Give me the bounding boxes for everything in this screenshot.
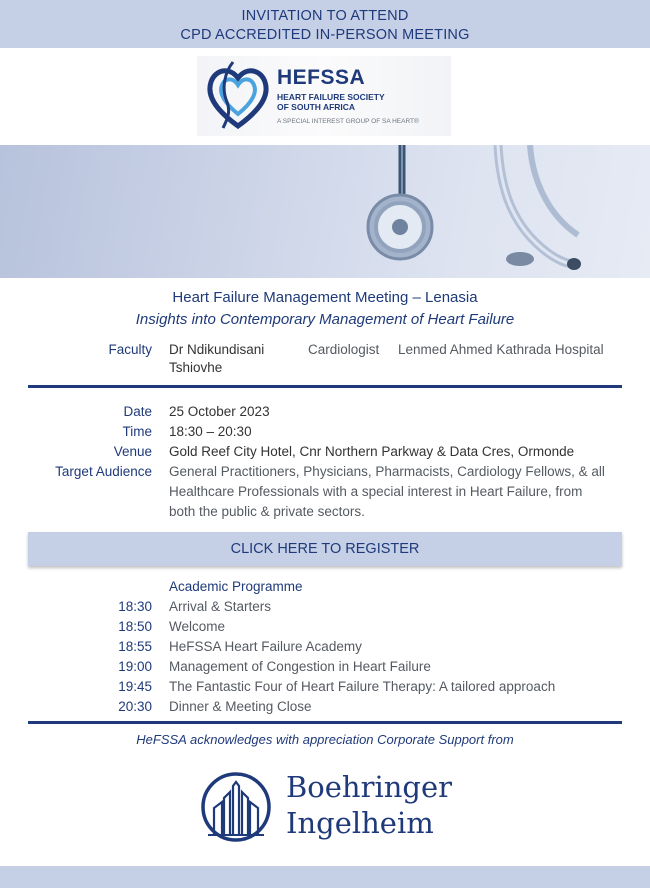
programme-heading: Academic Programme bbox=[169, 579, 303, 594]
meeting-title: Heart Failure Management Meeting – Lenasia bbox=[172, 289, 478, 306]
faculty-name: Dr Ndikundisani bbox=[169, 342, 265, 357]
time-label: Time bbox=[122, 424, 152, 439]
date-label: Date bbox=[123, 404, 152, 419]
programme-item: Arrival & Starters bbox=[169, 599, 272, 614]
invitation-banner bbox=[0, 0, 650, 48]
date-value: 25 October 2023 bbox=[169, 404, 270, 419]
programme-item: Dinner & Meeting Close bbox=[169, 699, 312, 714]
programme-time: 19:00 bbox=[118, 659, 152, 674]
programme-item: Welcome bbox=[169, 619, 226, 634]
building-icon bbox=[200, 768, 272, 846]
faculty-label: Faculty bbox=[108, 342, 152, 357]
logo-name: HEFSSA bbox=[277, 66, 366, 89]
boehringer-logo bbox=[200, 766, 460, 850]
stethoscope-image bbox=[0, 145, 650, 278]
stethoscope-icon bbox=[0, 145, 650, 278]
invitation-line: INVITATION TO ATTEND bbox=[241, 8, 409, 24]
programme-time: 18:55 bbox=[118, 639, 152, 654]
programme-time: 18:30 bbox=[118, 599, 152, 614]
divider bbox=[28, 721, 622, 724]
cpd-line: CPD ACCREDITED IN-PERSON MEETING bbox=[180, 27, 470, 43]
acknowledgement: HeFSSA acknowledges with appreciation Corporate Support from bbox=[136, 732, 514, 747]
programme-item: HeFSSA Heart Failure Academy bbox=[169, 639, 362, 654]
programme-time: 19:45 bbox=[118, 679, 152, 694]
programme-time: 20:30 bbox=[118, 699, 152, 714]
faculty-role: Cardiologist bbox=[308, 342, 380, 357]
register-button[interactable]: CLICK HERE TO REGISTER bbox=[28, 532, 622, 566]
audience-label: Target Audience bbox=[55, 464, 152, 479]
heart-icon bbox=[203, 58, 273, 134]
venue-label: Venue bbox=[113, 444, 152, 459]
faculty-name: Tshiovhe bbox=[169, 360, 223, 375]
logo-tagline: A SPECIAL INTEREST GROUP OF SA HEART® bbox=[277, 118, 419, 125]
divider bbox=[28, 385, 622, 388]
logo-subtitle: HEART FAILURE SOCIETY bbox=[277, 92, 385, 102]
hefssa-logo bbox=[197, 56, 451, 136]
time-value: 18:30 – 20:30 bbox=[169, 424, 252, 439]
audience-value: both the public & private sectors. bbox=[169, 504, 365, 519]
sponsor-name: Ingelheim bbox=[286, 806, 434, 840]
logo-subtitle: OF SOUTH AFRICA bbox=[277, 102, 356, 112]
audience-value: Healthcare Professionals with a special interest in Heart Failure, from bbox=[169, 484, 583, 499]
sponsor-name: Boehringer bbox=[286, 770, 453, 804]
programme-time: 18:50 bbox=[118, 619, 152, 634]
programme-item: The Fantastic Four of Heart Failure Therapy: A tailored approach bbox=[169, 679, 556, 694]
meeting-subtitle: Insights into Contemporary Management of Heart Failure bbox=[135, 311, 515, 328]
venue-value: Gold Reef City Hotel, Cnr Northern Parkway & Data Cres, Ormonde bbox=[169, 444, 575, 459]
programme-item: Management of Congestion in Heart Failure bbox=[169, 659, 431, 674]
footer-band bbox=[0, 866, 650, 888]
faculty-hospital: Lenmed Ahmed Kathrada Hospital bbox=[398, 342, 604, 357]
audience-value: General Practitioners, Physicians, Pharmacists, Cardiology Fellows, & all bbox=[169, 464, 605, 479]
